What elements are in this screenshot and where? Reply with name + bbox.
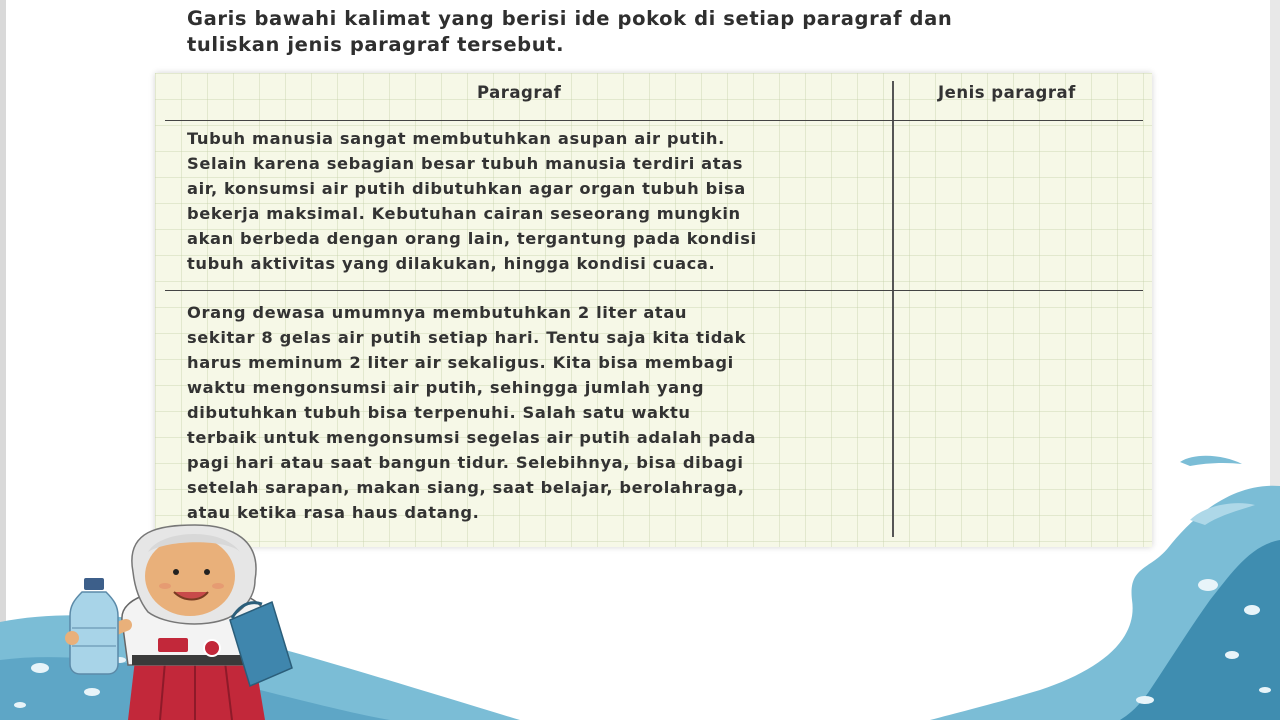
- instruction-line-2: tuliskan jenis paragraf tersebut.: [187, 33, 565, 56]
- paragraph-2-line: atau ketika rasa haus datang.: [187, 503, 480, 522]
- paragraph-2-line: Orang dewasa umumnya membutuhkan 2 liter atau: [187, 303, 688, 322]
- bottle-cap: [84, 578, 104, 590]
- water-wave-left: [0, 615, 520, 720]
- water-bottle-icon: [70, 592, 118, 674]
- paragraph-2-line: harus meminum 2 liter air sekaligus. Kita bisa membagi: [187, 353, 734, 372]
- paragraph-2-line: sekitar 8 gelas air putih setiap hari. Tentu saja kita tidak: [187, 328, 747, 347]
- water-bubble: [1136, 696, 1154, 704]
- jenis-paragraf-answer-2[interactable]: [897, 293, 1137, 533]
- paragraph-1-line: akan berbeda dengan orang lain, tergantung pada kondisi: [187, 229, 757, 248]
- paragraph-table: [155, 73, 1152, 547]
- right-scrollbar-track[interactable]: [1270, 0, 1280, 720]
- water-splash-crest: [1180, 456, 1242, 466]
- paragraph-1-line: Selain karena sebagian besar tubuh manusia terdiri atas: [187, 154, 743, 173]
- water-splash-right-shade: [1120, 540, 1280, 720]
- bag-strap: [232, 603, 262, 618]
- paragraph-1: [187, 126, 887, 276]
- belt: [132, 655, 257, 665]
- hand: [65, 631, 79, 645]
- paragraph-1-line: air, konsumsi air putih dibutuhkan agar organ tubuh bisa: [187, 179, 746, 198]
- school-badge-icon: [204, 640, 220, 656]
- paragraph-2-line: terbaik untuk mengonsumsi segelas air putih adalah pada: [187, 428, 757, 447]
- cheek-right: [212, 583, 224, 589]
- shirt: [122, 588, 268, 665]
- row-divider-line: [165, 290, 1143, 291]
- left-page-edge: [0, 0, 6, 720]
- instruction-text: [187, 6, 1147, 58]
- column-divider: [892, 81, 894, 537]
- water-bubble: [31, 663, 49, 673]
- paragraph-1-line: bekerja maksimal. Kebutuhan cairan seseorang mungkin: [187, 204, 741, 223]
- skirt-pleat: [160, 662, 232, 720]
- water-splash-edge: [1190, 503, 1255, 525]
- header-paragraf: Paragraf: [477, 83, 562, 102]
- arm: [92, 625, 126, 646]
- cheek-left: [159, 583, 171, 589]
- water-bubble: [1198, 579, 1218, 591]
- paragraph-1-line: tubuh aktivitas yang dilakukan, hingga kondisi cuaca.: [187, 254, 716, 273]
- jenis-paragraf-answer-1[interactable]: [897, 123, 1137, 288]
- smile: [174, 592, 208, 600]
- water-bubble: [114, 657, 126, 663]
- paragraph-2-line: pagi hari atau saat bangun tidur. Selebihnya, bisa dibagi: [187, 453, 744, 472]
- eye-right: [204, 569, 210, 575]
- water-bubble: [84, 688, 100, 696]
- shoulder-bag: [230, 602, 292, 686]
- skirt: [128, 660, 265, 720]
- header-row-line: [165, 120, 1143, 121]
- paragraph-2-line: waktu mengonsumsi air putih, sehingga jumlah yang: [187, 378, 705, 397]
- paragraph-1-line: Tubuh manusia sangat membutuhkan asupan air putih.: [187, 129, 725, 148]
- header-jenis-paragraf: Jenis paragraf: [938, 83, 1076, 102]
- water-bubble: [14, 702, 26, 708]
- eye-left: [173, 569, 179, 575]
- water-wave-left-shade: [0, 657, 390, 720]
- water-bubble: [1225, 651, 1239, 659]
- instruction-line-1: Garis bawahi kalimat yang berisi ide pokok di setiap paragraf dan: [187, 7, 953, 30]
- face: [145, 536, 235, 616]
- water-bubble: [1244, 605, 1260, 615]
- name-tag: [158, 638, 188, 652]
- paragraph-2-line: dibutuhkan tubuh bisa terpenuhi. Salah satu waktu: [187, 403, 691, 422]
- paragraph-2: [187, 300, 887, 525]
- paragraph-2-line: setelah sarapan, makan siang, saat belajar, berolahraga,: [187, 478, 745, 497]
